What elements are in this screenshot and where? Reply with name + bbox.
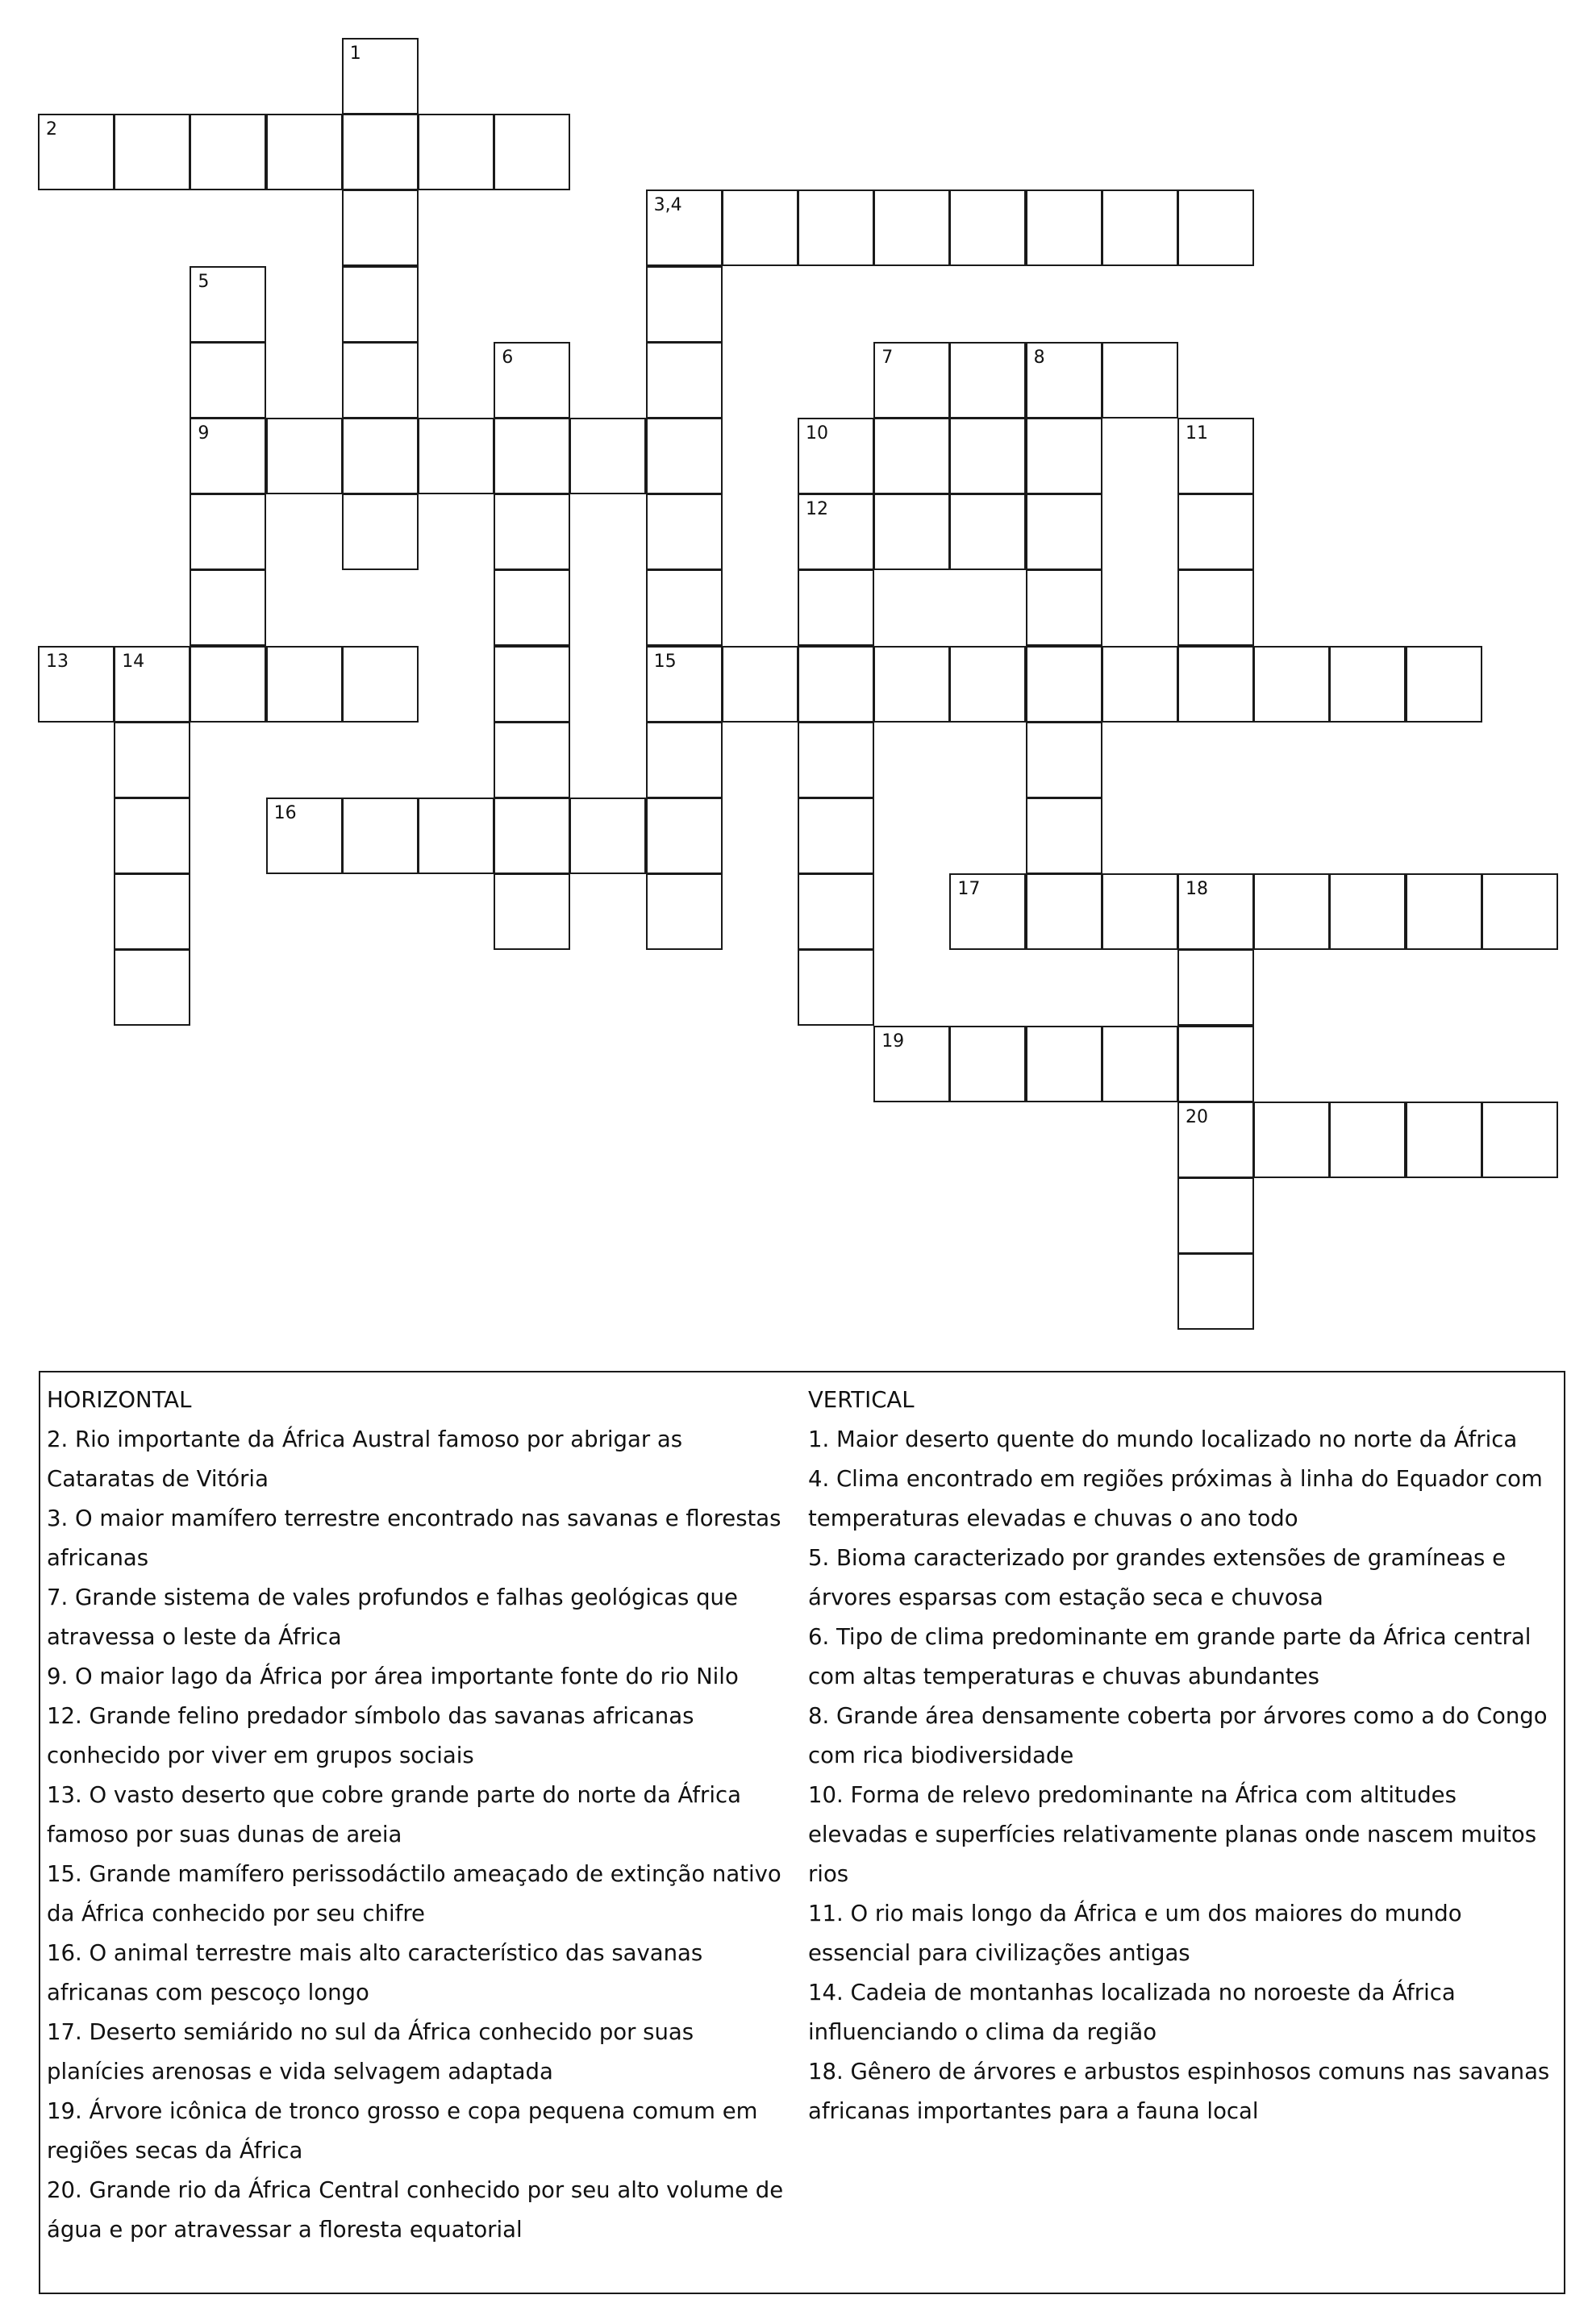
crossword-cell[interactable] — [646, 873, 723, 950]
crossword-cell[interactable] — [418, 418, 494, 494]
crossword-cell[interactable] — [1177, 418, 1254, 494]
crossword-cell[interactable] — [494, 798, 570, 874]
crossword-cell[interactable] — [1329, 646, 1406, 723]
crossword-cell[interactable] — [798, 798, 874, 874]
vertical-clue: 8. Grande área densamente coberta por árvores como a do Congo com rica biodiversidade — [808, 1703, 1548, 1768]
crossword-cell[interactable] — [418, 114, 494, 190]
crossword-cell[interactable] — [494, 494, 570, 570]
vertical-clue: 11. O rio mais longo da África e um dos maiores do mundo essencial para civilizações antigas — [808, 1901, 1462, 1966]
clue-number: 18 — [1186, 879, 1208, 900]
crossword-cell[interactable] — [646, 418, 723, 494]
crossword-cell[interactable] — [342, 494, 419, 570]
crossword-cell[interactable] — [342, 646, 419, 723]
crossword-cell[interactable] — [114, 114, 190, 190]
crossword-cell[interactable] — [722, 646, 798, 723]
crossword-cell[interactable] — [1026, 798, 1102, 874]
clue-number: 1 — [349, 44, 361, 64]
crossword-cell[interactable] — [949, 1026, 1026, 1102]
horizontal-clue: 16. O animal terrestre mais alto característico das savanas africanas com pescoço longo — [47, 1940, 703, 2005]
crossword-cell[interactable] — [266, 418, 343, 494]
crossword-cell[interactable] — [1026, 494, 1102, 570]
crossword-cell[interactable] — [1177, 569, 1254, 646]
vertical-heading: VERTICAL — [808, 1387, 915, 1413]
crossword-cell[interactable] — [798, 418, 874, 494]
crossword-cell[interactable] — [190, 494, 266, 570]
crossword-cell[interactable] — [190, 114, 266, 190]
crossword-cell[interactable] — [949, 494, 1026, 570]
horizontal-clue: 3. O maior mamífero terrestre encontrado nas savanas e florestas africanas — [47, 1506, 781, 1571]
crossword-cell[interactable] — [494, 722, 570, 798]
crossword-cell[interactable] — [38, 646, 115, 723]
horizontal-clues-column — [47, 1381, 789, 2250]
horizontal-clue: 15. Grande mamífero perissodáctilo ameaçado de extinção nativo da África conhecido por seu chifre — [47, 1861, 781, 1926]
crossword-cell[interactable] — [646, 646, 723, 723]
horizontal-clue: 2. Rio importante da África Austral famoso por abrigar as Cataratas de Vitória — [47, 1426, 683, 1492]
crossword-cell[interactable] — [342, 38, 419, 115]
horizontal-clue: 9. O maior lago da África por área importante fonte do rio Nilo — [47, 1664, 739, 1689]
crossword-cell[interactable] — [1026, 873, 1102, 950]
crossword-cell[interactable] — [1026, 1026, 1102, 1102]
crossword-cell[interactable] — [1177, 190, 1254, 266]
crossword-cell[interactable] — [1406, 873, 1482, 950]
crossword-cell[interactable] — [266, 798, 343, 874]
crossword-cell[interactable] — [1253, 1102, 1330, 1178]
crossword-cell[interactable] — [1102, 646, 1178, 723]
clue-number: 13 — [46, 651, 69, 672]
crossword-cell[interactable] — [1329, 873, 1406, 950]
crossword-cell[interactable] — [949, 190, 1026, 266]
crossword-cell[interactable] — [873, 646, 950, 723]
crossword-cell[interactable] — [1253, 646, 1330, 723]
crossword-cell[interactable] — [1253, 873, 1330, 950]
horizontal-clue: 12. Grande felino predador símbolo das savanas africanas conhecido por viver em grupos sociais — [47, 1703, 694, 1768]
vertical-clue: 5. Bioma caracterizado por grandes extensões de gramíneas e árvores esparsas com estação seca e chuvosa — [808, 1545, 1507, 1610]
crossword-cell[interactable] — [1026, 646, 1102, 723]
vertical-clue: 18. Gênero de árvores e arbustos espinhosos comuns nas savanas africanas importantes para a fauna local — [808, 2059, 1550, 2124]
crossword-cell[interactable] — [798, 646, 874, 723]
clue-number: 6 — [502, 347, 514, 368]
clue-number: 3,4 — [653, 195, 682, 216]
crossword-cell[interactable] — [1406, 646, 1482, 723]
crossword-cell[interactable] — [646, 569, 723, 646]
crossword-cell[interactable] — [190, 342, 266, 419]
crossword-cell[interactable] — [494, 569, 570, 646]
crossword-cell[interactable] — [114, 722, 190, 798]
crossword-cell[interactable] — [342, 114, 419, 190]
crossword-cell[interactable] — [1102, 873, 1178, 950]
crossword-cell[interactable] — [494, 646, 570, 723]
crossword-cell[interactable] — [1329, 1102, 1406, 1178]
crossword-cell[interactable] — [266, 114, 343, 190]
clue-number: 12 — [806, 499, 828, 520]
vertical-clue: 6. Tipo de clima predominante em grande parte da África central com altas temperaturas e chuvas abundantes — [808, 1624, 1532, 1689]
vertical-clues-column — [808, 1381, 1558, 2131]
horizontal-clue: 13. O vasto deserto que cobre grande parte do norte da África famoso por suas dunas de areia — [47, 1782, 741, 1847]
crossword-cell[interactable] — [569, 418, 646, 494]
crossword-cell[interactable] — [266, 646, 343, 723]
crossword-cell[interactable] — [190, 418, 266, 494]
horizontal-clue: 17. Deserto semiárido no sul da África conhecido por suas planícies arenosas e vida selvagem adaptada — [47, 2019, 694, 2085]
crossword-cell[interactable] — [494, 342, 570, 419]
crossword-cell[interactable] — [722, 190, 798, 266]
crossword-cell[interactable] — [1482, 873, 1558, 950]
crossword-cell[interactable] — [494, 873, 570, 950]
crossword-cell[interactable] — [1177, 1253, 1254, 1330]
crossword-cell[interactable] — [342, 798, 419, 874]
horizontal-clue: 20. Grande rio da África Central conhecido por seu alto volume de água e por atravessar a floresta equatorial — [47, 2177, 784, 2243]
crossword-cell[interactable] — [1102, 342, 1178, 419]
crossword-cell[interactable] — [646, 342, 723, 419]
crossword-cell[interactable] — [342, 342, 419, 419]
horizontal-clue: 7. Grande sistema de vales profundos e falhas geológicas que atravessa o leste da África — [47, 1585, 738, 1650]
clue-number: 7 — [881, 347, 894, 368]
clues-box — [39, 1371, 1565, 2294]
clue-number: 15 — [653, 651, 677, 672]
crossword-cell[interactable] — [1406, 1102, 1482, 1178]
crossword-cell[interactable] — [798, 569, 874, 646]
crossword-cell[interactable] — [646, 266, 723, 343]
crossword-cell[interactable] — [949, 873, 1026, 950]
crossword-cell[interactable] — [114, 646, 190, 723]
crossword-cell[interactable] — [873, 342, 950, 419]
clue-number: 9 — [198, 423, 210, 444]
crossword-cell[interactable] — [1177, 1177, 1254, 1254]
vertical-clue: 14. Cadeia de montanhas localizada no noroeste da África influenciando o clima da região — [808, 1980, 1456, 2045]
crossword-cell[interactable] — [114, 873, 190, 950]
crossword-cell[interactable] — [1026, 342, 1102, 419]
crossword-cell[interactable] — [798, 949, 874, 1026]
crossword-cell[interactable] — [1177, 494, 1254, 570]
crossword-cell[interactable] — [646, 722, 723, 798]
horizontal-clue: 19. Árvore icônica de tronco grosso e copa pequena comum em regiões secas da África — [47, 2098, 758, 2164]
crossword-cell[interactable] — [190, 646, 266, 723]
crossword-cell[interactable] — [1102, 1026, 1178, 1102]
crossword-cell[interactable] — [1177, 1026, 1254, 1102]
crossword-cell[interactable] — [949, 646, 1026, 723]
clue-number: 11 — [1186, 423, 1208, 444]
vertical-clue: 1. Maior deserto quente do mundo localizado no norte da África — [808, 1426, 1518, 1452]
vertical-clue: 10. Forma de relevo predominante na África com altitudes elevadas e superfícies relativamente planas onde nascem muitos rios — [808, 1782, 1537, 1887]
crossword-cell[interactable] — [949, 418, 1026, 494]
clue-number: 16 — [273, 803, 297, 823]
crossword-cell[interactable] — [798, 722, 874, 798]
clue-number: 14 — [122, 651, 145, 672]
crossword-cell[interactable] — [1177, 873, 1254, 950]
clue-number: 5 — [198, 271, 210, 292]
crossword-cell[interactable] — [873, 418, 950, 494]
crossword-cell[interactable] — [494, 418, 570, 494]
crossword-cell[interactable] — [190, 569, 266, 646]
clue-number: 8 — [1033, 347, 1045, 368]
crossword-cell[interactable] — [114, 949, 190, 1026]
crossword-cell[interactable] — [646, 494, 723, 570]
crossword-cell[interactable] — [646, 798, 723, 874]
crossword-cell[interactable] — [38, 114, 115, 190]
clue-number: 10 — [806, 423, 828, 444]
crossword-cell[interactable] — [798, 873, 874, 950]
crossword-cell[interactable] — [1177, 646, 1254, 723]
crossword-cell[interactable] — [342, 418, 419, 494]
crossword-cell[interactable] — [873, 494, 950, 570]
crossword-cell[interactable] — [1177, 949, 1254, 1026]
clue-number: 17 — [957, 879, 981, 900]
crossword-cell[interactable] — [569, 798, 646, 874]
crossword-cell[interactable] — [342, 266, 419, 343]
crossword-cell[interactable] — [798, 494, 874, 570]
crossword-cell[interactable] — [1102, 190, 1178, 266]
crossword-cell[interactable] — [1026, 722, 1102, 798]
crossword-cell[interactable] — [798, 190, 874, 266]
crossword-cell[interactable] — [494, 114, 570, 190]
crossword-cell[interactable] — [114, 798, 190, 874]
crossword-cell[interactable] — [1482, 1102, 1558, 1178]
crossword-cell[interactable] — [1177, 1102, 1254, 1178]
clue-number: 2 — [46, 119, 57, 140]
clue-number: 20 — [1186, 1106, 1208, 1127]
crossword-cell[interactable] — [1026, 418, 1102, 494]
crossword-cell[interactable] — [646, 190, 723, 266]
clue-number: 19 — [881, 1031, 905, 1052]
crossword-cell[interactable] — [1026, 569, 1102, 646]
crossword-cell[interactable] — [873, 1026, 950, 1102]
crossword-cell[interactable] — [949, 342, 1026, 419]
horizontal-heading: HORIZONTAL — [47, 1387, 192, 1413]
crossword-cell[interactable] — [190, 266, 266, 343]
crossword-cell[interactable] — [1026, 190, 1102, 266]
crossword-cell[interactable] — [342, 190, 419, 266]
vertical-clue: 4. Clima encontrado em regiões próximas à linha do Equador com temperaturas elevadas e chuvas o ano todo — [808, 1466, 1543, 1531]
crossword-cell[interactable] — [418, 798, 494, 874]
crossword-cell[interactable] — [873, 190, 950, 266]
